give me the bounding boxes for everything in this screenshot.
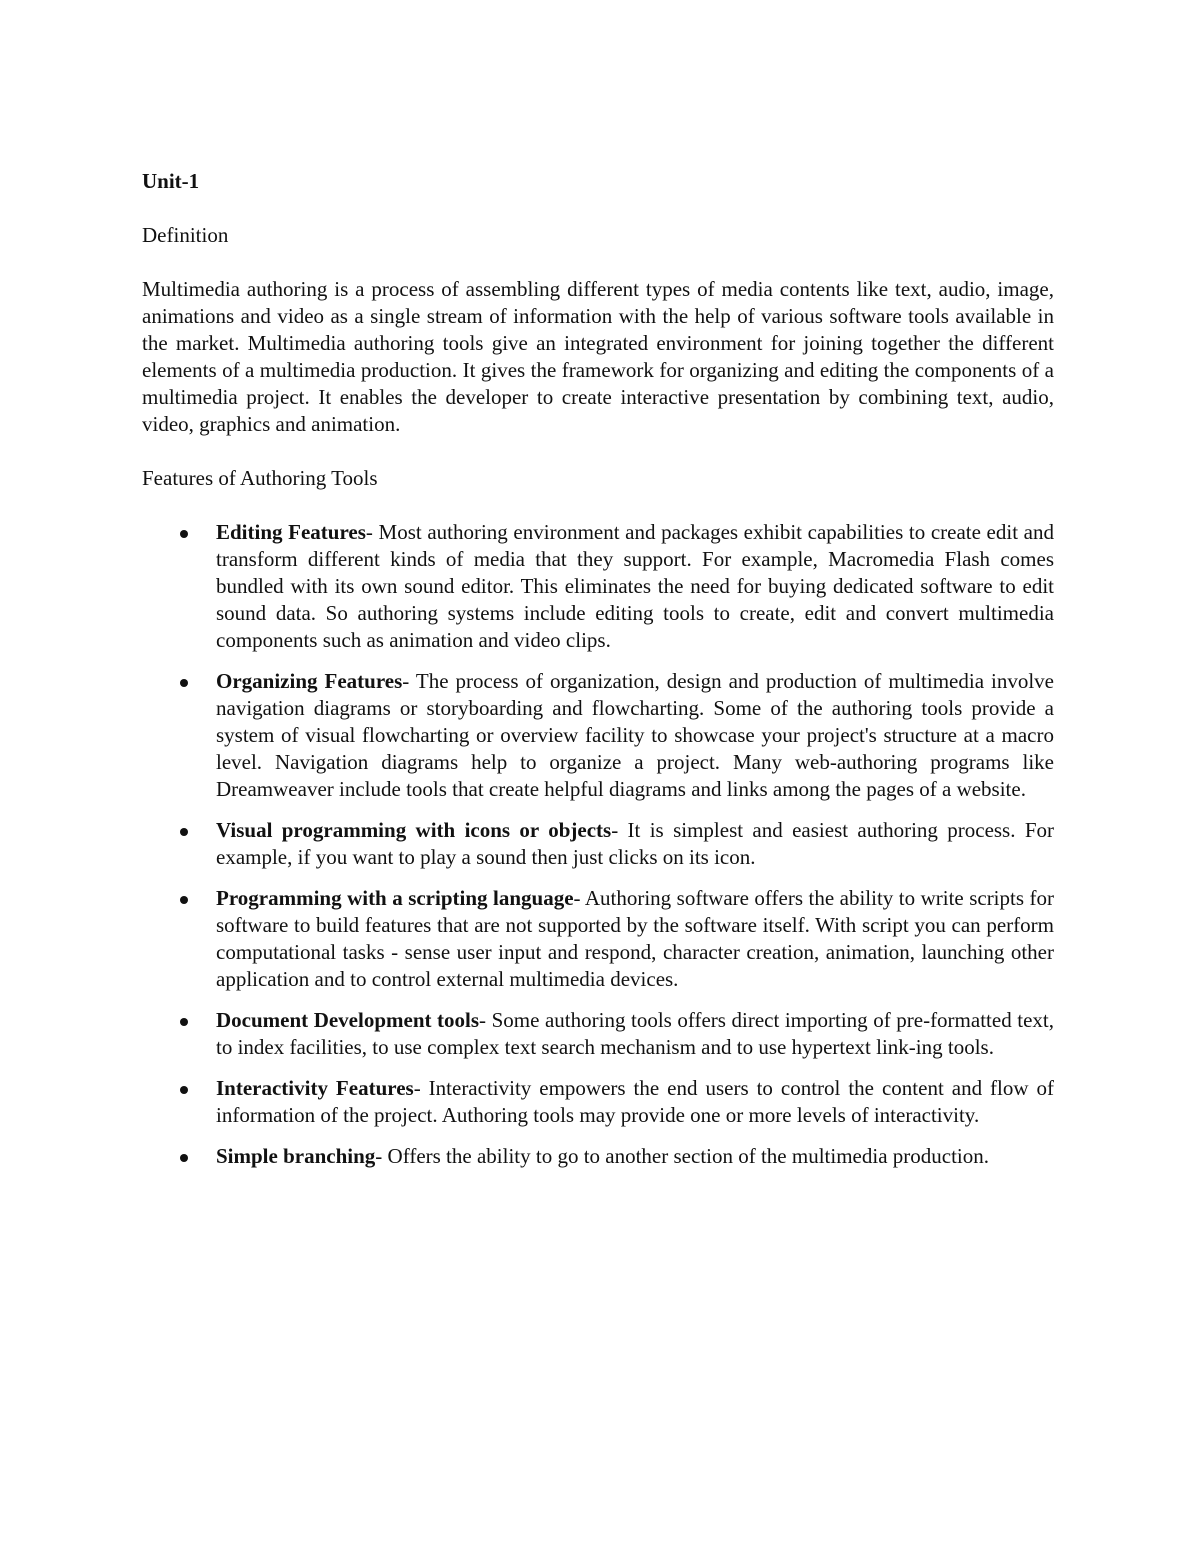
feature-description: - Offers the ability to go to another section of the multimedia production.	[375, 1144, 990, 1168]
feature-term: Visual programming with icons or objects	[216, 818, 612, 842]
feature-term: Organizing Features	[216, 669, 403, 693]
definition-heading: Definition	[142, 223, 229, 247]
features-list	[142, 519, 1054, 1170]
feature-term: Simple branching	[216, 1144, 376, 1168]
feature-term: Editing Features	[216, 520, 366, 544]
feature-description: - The process of organization, design and production of multimedia involve navigation diagrams or storyboarding and flowcharting. Some of the authoring tools provide a system of visual flowcharting or overview facility to showcase your project's structure at a macro level. Navigation diagrams help to organize a project. Many web-authoring programs like Dreamweaver include tools that create helpful diagrams and links among the pages of a website.	[216, 669, 1055, 801]
feature-description: - Interactivity empowers the end users to control the content and flow of information of the project. Authoring tools may provide one or more levels of interactivity.	[216, 1076, 1055, 1127]
feature-term: Programming with a scripting language	[216, 886, 574, 910]
features-heading: Features of Authoring Tools	[142, 466, 378, 490]
feature-description: - Most authoring environment and packages exhibit capabilities to create edit and transform different kinds of media that they support. For example, Macromedia Flash comes bundled with its own sound editor. This eliminates the need for buying dedicated software to edit sound data. So authoring systems include editing tools to create, edit and convert multimedia components such as animation and video clips.	[216, 520, 1054, 652]
bullet-icon	[180, 1086, 188, 1094]
feature-term: Interactivity Features	[216, 1076, 414, 1100]
list-item	[142, 817, 1054, 871]
bullet-icon	[180, 1154, 188, 1162]
bullet-icon	[180, 1018, 188, 1026]
list-item	[142, 1075, 1054, 1129]
list-item	[142, 668, 1054, 803]
feature-description: - Some authoring tools offers direct importing of pre-formatted text, to index facilities, to use complex text search mechanism and to use hypertext link-ing tools.	[216, 1008, 1054, 1059]
bullet-icon	[180, 828, 188, 836]
list-item	[142, 885, 1054, 993]
list-item	[142, 519, 1054, 654]
list-item	[142, 1143, 1054, 1170]
document-page	[142, 168, 1054, 1184]
feature-term: Document Development tools	[216, 1008, 480, 1032]
definition-paragraph: Multimedia authoring is a process of assembling different types of media contents like text, audio, image, animations and video as a single stream of information with the help of various software tools available in the market. Multimedia authoring tools give an integrated environment for joining together the different elements of a multimedia production. It gives the framework for organizing and editing the components of a multimedia project. It enables the developer to create interactive presentation by combining text, audio, video, graphics and animation.	[142, 277, 1054, 436]
feature-description: - Authoring software offers the ability to write scripts for software to build features that are not supported by the software itself. With script you can perform computational tasks - sense user input and respond, character creation, animation, launching other application and to control external multimedia devices.	[216, 886, 1054, 991]
bullet-icon	[180, 530, 188, 538]
bullet-icon	[180, 896, 188, 904]
feature-description: - It is simplest and easiest authoring process. For example, if you want to play a sound then just clicks on its icon.	[216, 818, 1055, 869]
bullet-icon	[180, 679, 188, 687]
unit-title: Unit-1	[142, 169, 200, 193]
list-item	[142, 1007, 1054, 1061]
